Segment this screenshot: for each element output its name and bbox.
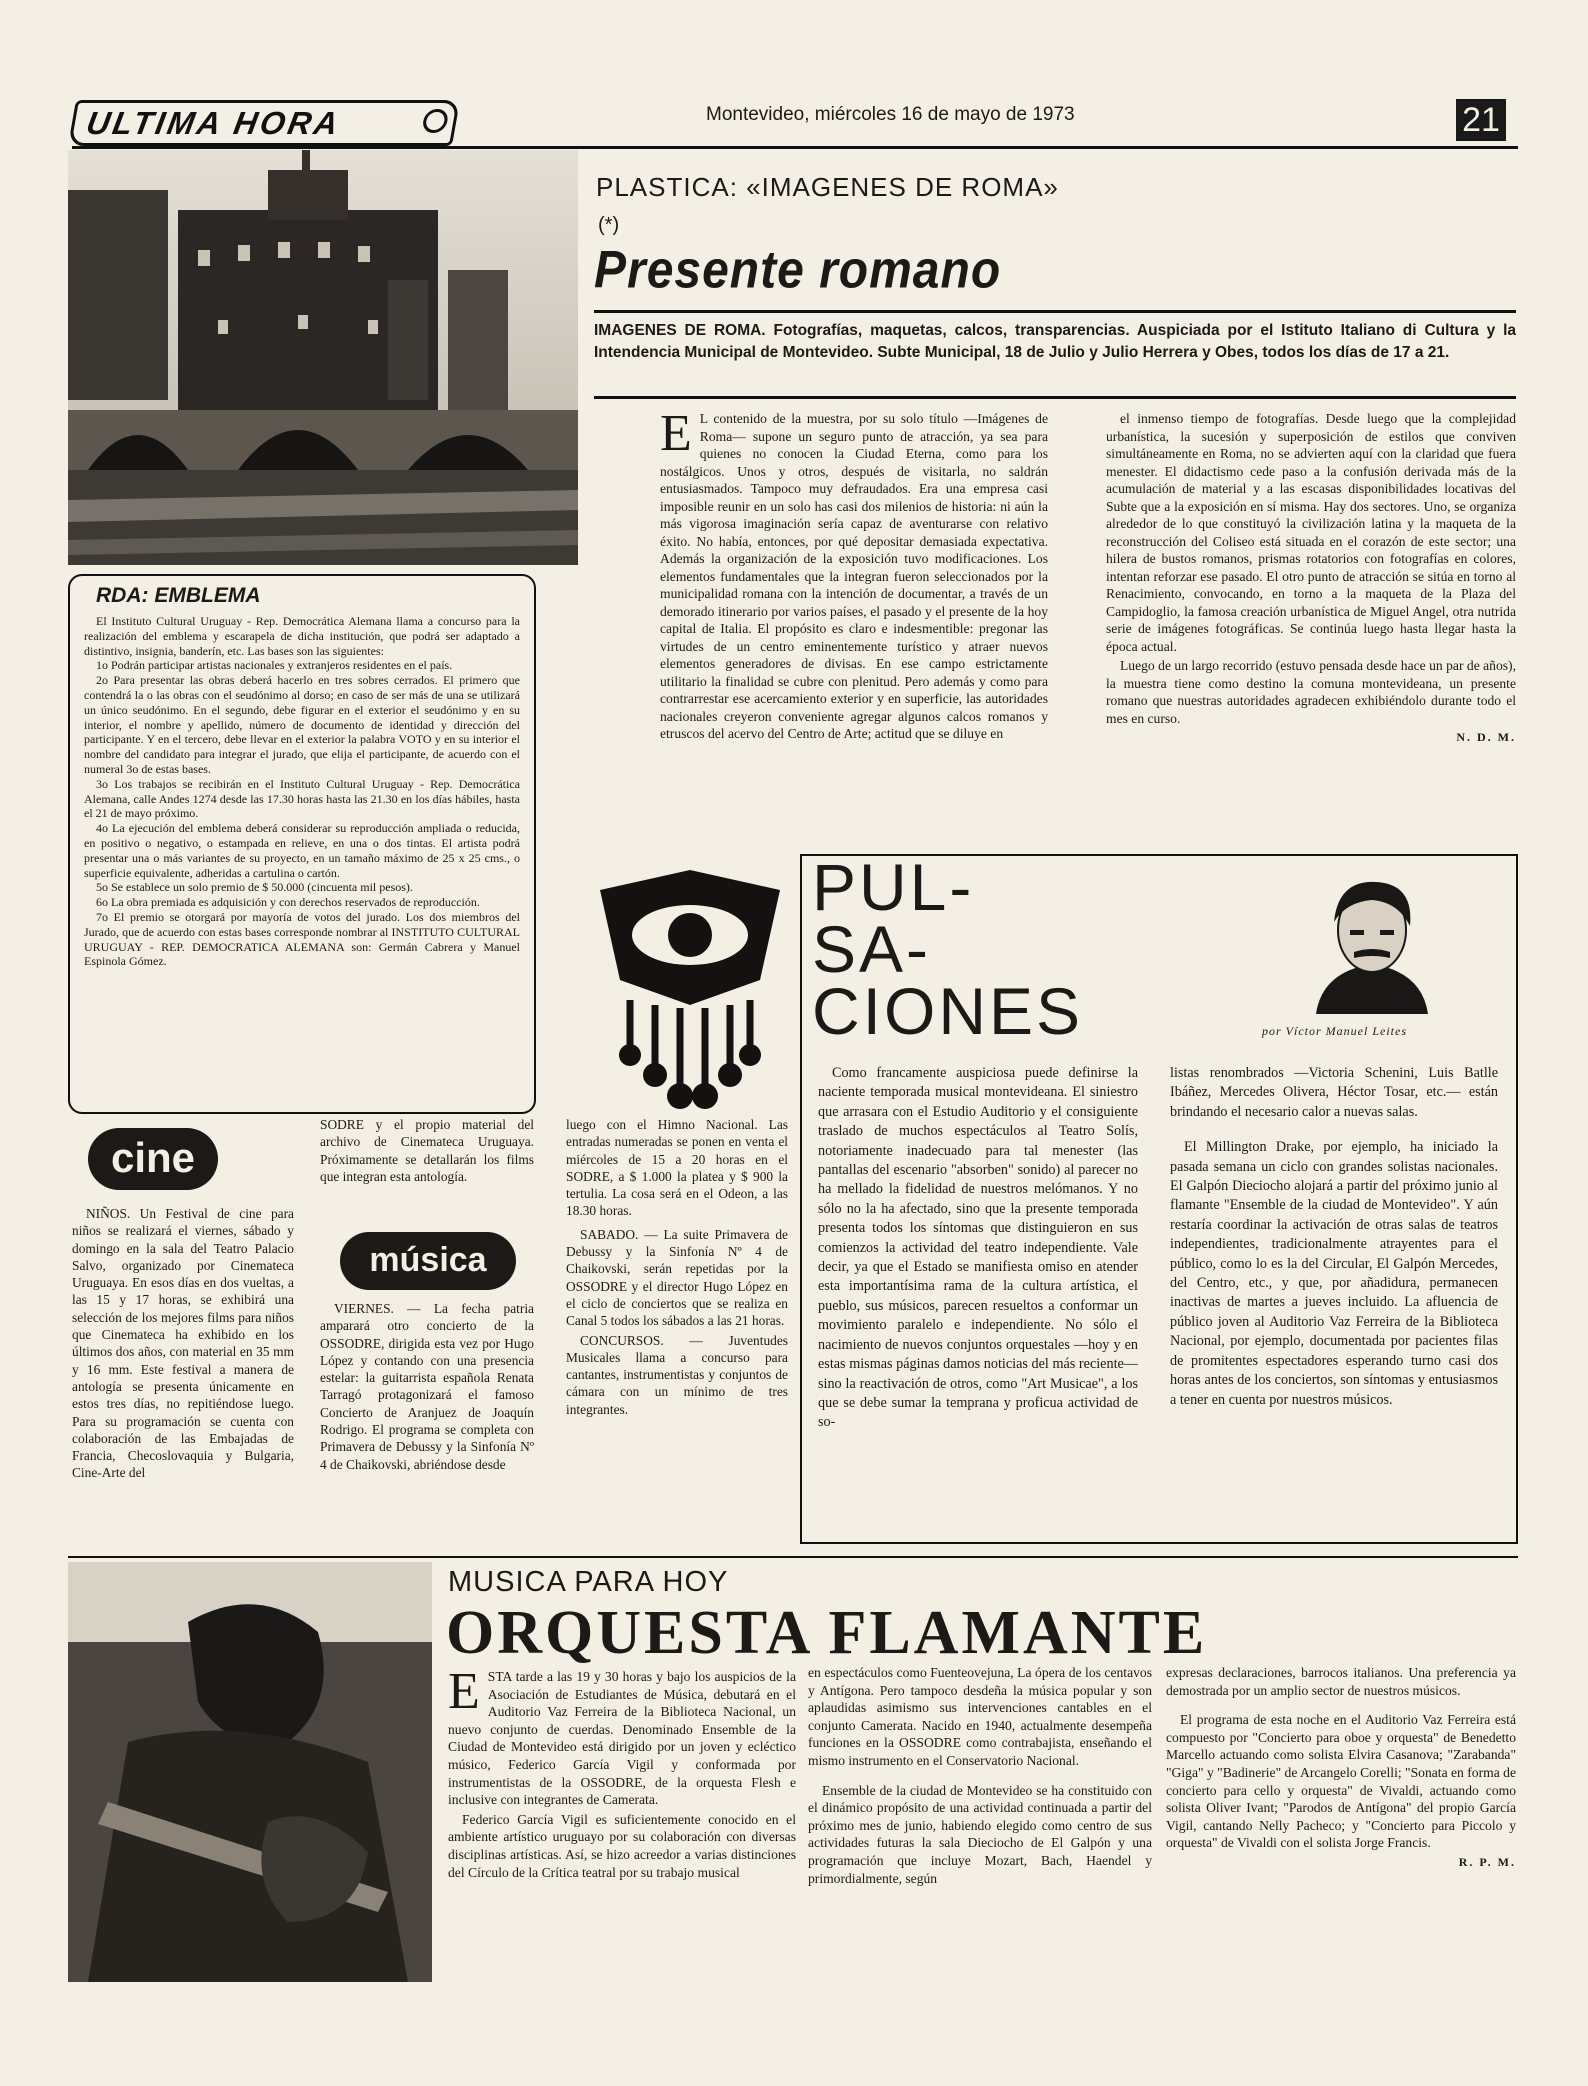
dateline: Montevideo, miércoles 16 de mayo de 1973 xyxy=(706,104,1075,125)
plastica-paragraph: Luego de un largo recorrido (estuvo pensada desde hace un par de años), la muestra tiene como destino la comuna montevideana, un presente romano que nuestras autoridades agradecen exhibiéndolo durante todo el mes en curso. xyxy=(1106,658,1516,726)
columnist-portrait xyxy=(1246,872,1498,1014)
orquesta-column-1 xyxy=(448,1663,796,1883)
logo-emblem-icon xyxy=(421,109,449,133)
plastica-headline: Presente romano xyxy=(594,241,1002,300)
rda-paragraph: El Instituto Cultural Uruguay - Rep. Democrática Alemana llama a concurso para la realización del emblema y escarapela de dicha institución, que podrá ser adaptado a distintivo, insignia, banderín, etc. Las bases son las siguientes: xyxy=(84,614,520,658)
orquesta-kicker: MUSICA PARA HOY xyxy=(448,1566,729,1598)
rda-paragraph: 2o Para presentar las obras deberá hacerlo en tres sobres cerrados. El primero que contendrá la o las obras con el seudónimo al dorso; en caso de ser más de una se utilizará un único seudónimo. En el segundo, debe figurar en el exterior el seudónimo y en su interior, el nombre y apellido, número de documento de identidad y dirección del participante. Y en el tercero, debe llevar en el exterior la palabra VOTO y en su interior el nombre del candidato para integrar el jurado, que elija el participante, de acuerdo con el numeral 3o de estas bases. xyxy=(84,673,520,776)
pulsaciones-column-2 xyxy=(1170,1064,1498,1412)
masthead-logo xyxy=(68,100,460,146)
orquesta-rule xyxy=(68,1556,1518,1558)
musica-paragraph: VIERNES. — La fecha patria amparará otro concierto de la OSSODRE, dirigida esta vez por Hugo López y contando con una presencia estelar: la guitarrista española Renata Tarragó protagonizará el famoso Concierto de Aranjuez de Joaquín Rodrigo. El programa se completa con Primavera de Debussy y la Sinfonía Nº 4 de Chaikovski, abriéndose desde xyxy=(320,1301,534,1472)
pulsaciones-column-1 xyxy=(818,1064,1138,1435)
rda-paragraph: 4o La ejecución del emblema deberá considerar su reproducción ampliada o reducida, en positivo o negativo, o estampada en relieve, en una o dos tintas. El artista podrá presentar una o más variantes de su proyecto, en un tamaño máximo de 25 x 25 cms., o superficie equivalente, adheridas a cartulina o cartón. xyxy=(84,821,520,880)
plastica-rule-bottom xyxy=(594,396,1516,399)
pulsaciones-title-line: SA- xyxy=(812,912,932,986)
musica-paragraph: luego con el Himno Nacional. Las entradas numeradas se ponen en venta el miércoles de 15 a 20 horas en el SODRE, a $ 1.000 la platea y $ 900 la tertulia. La cosa será en el Odeon, a las 18.30 horas. xyxy=(566,1117,788,1219)
orquesta-paragraph: STA tarde a las 19 y 30 horas y bajo los auspicios de la Asociación de Estudiantes de Música, debutará en el Auditorio Vaz Ferreira de la Biblioteca Nacional, un nuevo conjunto de cuerdas. Denominado Ensemble de la Ciudad de Montevideo está dirigido por un joven y ecléctico músico, Federico García Vigil y conformada por instrumentistas de la OSSODRE, de la orquesta Flesh e inclusive con integrantes de Camerata. xyxy=(448,1669,796,1808)
orquesta-dropcap: E xyxy=(448,1663,480,1720)
musica-paragraph: SABADO. — La suite Primavera de Debussy y la Sinfonía Nº 4 de Chaikovski, serán repetidas por la OSSODRE y el director Hugo López en el ciclo de conciertos que se realiza en Canal 5 todos los sábados a las 21 horas. xyxy=(566,1226,788,1329)
cine-paragraph: NIÑOS. Un Festival de cine para niños se realizará el viernes, sábado y domingo en la sala del Teatro Palacio Salvo, organizado por Cinemateca Uruguaya. En esos días en dos vueltas, a las 15 y 17 horas, se exhibirá una selección de los mejores films para niños que Cinemateca ha exhibido en los últimos dos años, con material en 35 mm y 16 mm. Este festival a manera de antología se presenta únicamente en estos tres días, no repitiéndose luego. Para su programación se cuenta con colaboración de las Embajadas de Francia, Checoslovaquia y Bulgaria, Cine-Arte del xyxy=(72,1206,294,1481)
pulsaciones-title-line: PUL- xyxy=(812,850,975,924)
emblem-graphic xyxy=(590,870,790,1120)
cine-badge xyxy=(88,1128,218,1190)
rda-box xyxy=(68,574,536,1114)
plastica-intro: IMAGENES DE ROMA. Fotografías, maquetas, calcos, transparencias. Auspiciada por el Istituto Italiano di Cultura y la Intendencia Municipal de Montevideo. Subte Municipal, 18 de Julio y Julio Herrera y Obes, todos los días de 17 a 21. xyxy=(594,322,1516,361)
pulsaciones-byline: por Víctor Manuel Leites xyxy=(1262,1024,1407,1038)
orquesta-paragraph: en espectáculos como Fuenteovejuna, La ópera de los centavos y Antígona. Pero tampoco desdeña la música popular y son aplaudidas asimismo sus intervenciones cantables en el conjunto Camerata. Nacido en 1940, actualmente desempeña funciones en la OSSODRE como contrabajista, enseñando el mismo instrumento en el Conservatorio Nacional. xyxy=(808,1665,1152,1768)
orquesta-paragraph: Federico García Vigil es suficientemente conocido en el ambiente artístico uruguayo por su colaboración con diversas disciplinas artísticas. Así, se hizo acreedor a varias distinciones del Círculo de la Crítica teatral por su trabajo musical xyxy=(448,1811,796,1880)
pulsaciones-paragraph: listas renombrados —Victoria Schenini, Luis Batlle Ibáñez, Mercedes Olivera, Héctor Tosar, etc.— están brindando el necesario calor a nuevas salas. xyxy=(1170,1065,1498,1120)
musica-label: música xyxy=(369,1241,487,1279)
orquesta-column-3 xyxy=(1166,1664,1516,1872)
cine-column-1 xyxy=(72,1205,294,1484)
page-number: 21 xyxy=(1456,99,1506,141)
cine-paragraph: SODRE y el propio material del archivo de Cinemateca Uruguaya. Próximamente se detallarán los films que integran esta antología. xyxy=(320,1117,534,1184)
cine-column-2 xyxy=(320,1116,534,1187)
logo-text: ULTIMA HORA xyxy=(83,105,344,141)
pulsaciones-title-line: CIONES xyxy=(812,974,1084,1048)
orquesta-column-2 xyxy=(808,1664,1152,1889)
orquesta-paragraph: Ensemble de la ciudad de Montevideo se ha constituido con el dinámico propósito de una actividad continuada a partir del próximo mes de junio, habiendo elegido como centro de sus actividades futuras la sala Dieciocho de El Galpón y una programación que incluye Mozart, Bach, Haendel y primordialmente, según xyxy=(808,1782,1152,1886)
pulsaciones-title xyxy=(812,850,1084,1048)
plastica-asterisk: (*) xyxy=(598,214,620,236)
rda-paragraph: 7o El premio se otorgará por mayoría de votos del jurado. Los dos miembros del Jurado, que de acuerdo con estas bases corresponde nombrar al INSTITUTO CULTURAL URUGUAY - REP. DEMOCRATICA ALEMANA son: Germán Cabrera y Manuel Espinola Gómez. xyxy=(84,909,520,969)
rda-paragraph: 5o Se establece un solo premio de $ 50.000 (cincuenta mil pesos). xyxy=(96,880,413,895)
rda-paragraph: 6o La obra premiada es adquisición y con derechos reservados de reproducción. xyxy=(96,895,480,910)
guitarist-photo xyxy=(68,1562,432,1982)
orquesta-paragraph: expresas declaraciones, barrocos italianos. Una preferencia ya demostrada por un amplio sector de nuestros músicos. xyxy=(1166,1665,1516,1698)
masthead-rule xyxy=(72,146,1518,149)
cine-label: cine xyxy=(110,1134,196,1181)
plastica-dropcap: E xyxy=(660,405,692,462)
plastica-rule-top xyxy=(594,310,1516,313)
orquesta-paragraph: El programa de esta noche en el Auditorio Vaz Ferreira está compuesto por "Concierto para oboe y orquesta" de Benedetto Marcello actuando como solista Elvira Casanova; "Zarabanda" "Giga" y "Badinerie" de Arcangelo Corelli; "Sonata en forma de concierto para cello y orquesta" de Vivaldi, actuando como solista Oliver Ivant; "Parodos de Antígona" del propio García Vigil, cantando Nelly Pacheco; y "Concierto para Piccolo y orquesta" de Vivaldi con el solista Jorge Francis. xyxy=(1166,1712,1516,1851)
musica-paragraph: CONCURSOS. — Juventudes Musicales llama a concurso para cantantes, instrumentistas y conjuntos de cámara con un mínimo de tres integrantes. xyxy=(566,1332,788,1417)
rda-title: RDA: EMBLEMA xyxy=(96,584,261,607)
rda-paragraph: 3o Los trabajos se recibirán en el Instituto Cultural Uruguay - Rep. Democrática Alemana, calle Andes 1274 desde las 17.30 horas hasta las 21.30 en los días hábiles, hasta el 21 de mayo próximo. xyxy=(84,776,520,821)
musica-column-2 xyxy=(566,1116,788,1420)
orquesta-signature: R. P. M. xyxy=(1458,1854,1516,1869)
musica-badge xyxy=(340,1232,516,1290)
castel-sant-angelo-photo xyxy=(68,150,578,565)
plastica-paragraph: L contenido de la muestra, por su solo título —Imágenes de Roma— supone un seguro punto de atracción, ya sea para quienes no conocen la Ciudad Eterna, como para los nostálgicos. Unos y otros, después de visitarla, no saldrán entusiasmados. Tampoco muy defraudados. Era una empresa casi imposible reunir en un solo has casi dos milenios de historia: ni aún la más vigorosa imaginación sería capaz de aventurarse con relativo éxito. No había, entonces, por qué depositar demasiada expectativa. Además la organización de la exposición tuvo modificaciones. Los elementos fundamentales que la integran fueron seleccionados por la municipalidad romana con la intención de documentar, a través de un demorado itinerario por varios países, el pasado y el presente de la hoy capital de Italia. El propósito es claro e indesmentible: pregonar las virtudes de un centro eminentemente turístico y atraer nuevos elementos generadores de divisas. En ese campo estrictamente utilitario la finalidad se cubre con plenitud. Pero además y como para contrarrestar ese acercamiento exterior y en superficie, las autoridades nacionales creyeron conveniente agregar algunos calcos romanos y etruscos del acervo del Centro de Arte; actitud que se diluye en xyxy=(660,411,1048,741)
plastica-column-1 xyxy=(660,405,1048,745)
pulsaciones-paragraph: El Millington Drake, por ejemplo, ha iniciado la pasada semana un ciclo con grandes solistas nacionales. El Galpón Dieciocho alojará a partir del próximo junio al flamante "Ensemble de la ciudad de Montevideo". Y aún restaría coordinar la activación de otras salas de teatros independientes, tradicionalmente atrayentes para el público, como lo es la del Circular, El Galpón Mercedes, del Centro, etc., y que, por añadidura, permanecen inactivas de martes a jueves incluido. La afluencia de público joven al Auditorio Vaz Ferreira de la Biblioteca Nacional, por ejemplo, documentada por pacientes filas de promitentes espectadores esperando turno casi dos horas antes de los conciertos, son síntomas y entusiasmos a tener en cuenta por nuestros músicos. xyxy=(1170,1139,1498,1408)
pulsaciones-paragraph: Como francamente auspiciosa puede definirse la naciente temporada musical montevideana. El siniestro que arrasara con el Estudio Auditorio y el consiguiente traslado de muchos espectáculos al Teatro Solís, notoriamente inadecuado para tal menester (las pantallas del escenario "absorben" sonido) al parecer no ha mellado la fidelidad de nuestros melómanos. Y no sólo no la ha afectado, sino que la presente temporada presenta todos los síntomas que distinguieron en sus comienzos la actividad del teatro independiente. Vale decir, ya que el Estado se manifiesta omiso en atender esta importantísima rama de la cultura artística, el pueblo, sus músicos, parecen resueltos a conformar un movimiento paralelo e independiente. No sólo el nacimiento de nuevos conjuntos orquestales —hoy y en estas mismas páginas damos noticias del más reciente— sino la reactivación de otros, como "Art Musicae", a los que se debe sumar la temprana y proficua actividad de so- xyxy=(818,1065,1138,1431)
plastica-paragraph: el inmenso tiempo de fotografías. Desde luego que la complejidad urbanística, la sucesión y superposición de estilos que conviven simultáneamente en Roma, no se advierten aquí con la claridad que fuera menester. El didactismo cede paso a la confusión derivada más de la acumulación de material y a las escasas disponibilidades locativas del Subte que a la exposición en sí misma. Hay dos sectores. Uno, se organiza alrededor de lo que constituyó la civilización latina y la maqueta de la reconstrucción del Coliseo está situada en el corazón de este sector; una hilera de bustos romanos, prismas rotatorios con fotografías en colores, intentan reforzar ese pasado. El otro punto de atracción se sitúa en torno al Renacimiento, convocando, en torno a la maqueta de la Plaza del Campidoglio, la famosa creación urbanística de Miguel Angel, otra nutrida serie de imágenes fotográficas. Se continúa luego hasta llegar hasta la época actual. xyxy=(1106,411,1516,654)
musica-column-1 xyxy=(320,1300,534,1475)
orquesta-headline: ORQUESTA FLAMANTE xyxy=(446,1599,1208,1667)
plastica-signature: N. D. M. xyxy=(1456,730,1516,744)
rda-body xyxy=(84,614,520,969)
rda-paragraph: 1o Podrán participar artistas nacionales y extranjeros residentes en el país. xyxy=(96,658,453,673)
plastica-column-2 xyxy=(1106,410,1516,747)
plastica-kicker: PLASTICA: «IMAGENES DE ROMA» xyxy=(596,172,1059,202)
